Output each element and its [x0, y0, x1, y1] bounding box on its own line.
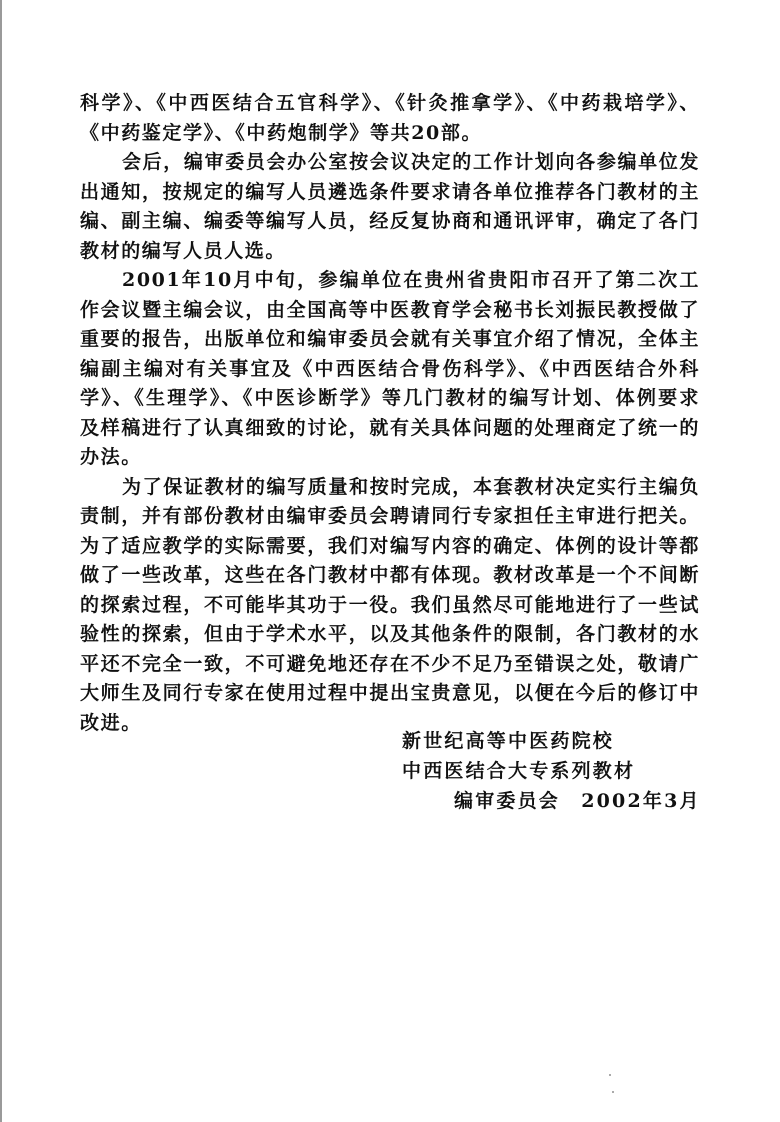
paragraph-book-list-continuation: 科学》、《中西医结合五官科学》、《针灸推拿学》、《中药栽培学》、《中药鉴定学》、《中药炮制学》等共20部。	[80, 92, 700, 144]
paragraph-quality-and-reform: 为了保证教材的编写质量和按时完成，本套教材决定实行主编负责制，并有部份教材由编审委员会聘请同行专家担任主审进行把关。为了适应教学的实际需要，我们对编写内容的确定、体例的设计等都做了一些改革，这些在各门教材中都有体现。教材改革是一个不间断的探索过程，不可能毕其功于一役。我们虽然尽可能地进行了一些试验性的探索，但由于学术水平，以及其他条件的限制，各门教材的水平还不完全一致，不可避免地还存在不少不足乃至错误之处，敬请广大师生及同行专家在使用过程中提出宝贵意见，以便在今后的修订中改进。	[80, 475, 700, 734]
scan-speck	[609, 1074, 611, 1076]
scan-speck	[612, 1091, 614, 1093]
page-left-border	[0, 0, 2, 1122]
signature-series: 中西医结合大专系列教材	[402, 760, 636, 782]
signature-institution: 新世纪高等中医药院校	[402, 730, 615, 752]
signature-committee-date: 编审委员会 2002年3月	[454, 790, 701, 812]
document-body	[80, 89, 700, 738]
paragraph-second-meeting: 2001年10月中旬，参编单位在贵州省贵阳市召开了第二次工作会议暨主编会议，由全国高等中医教育学会秘书长刘振民教授做了重要的报告，出版单位和编审委员会就有关事宜介绍了情况，全体主编副主编对有关事宜及《中西医结合骨伤科学》、《中西医结合外科学》、《生理学》、《中医诊断学》等几门教材的编写计划、体例要求及样稿进行了认真细致的讨论，就有关具体问题的处理商定了统一的办法。	[80, 269, 700, 468]
signature-block	[402, 726, 702, 816]
paragraph-after-meeting: 会后，编审委员会办公室按会议决定的工作计划向各参编单位发出通知，按规定的编写人员遴选条件要求请各单位推荐各门教材的主编、副主编、编委等编写人员，经反复协商和通讯评审，确定了各门教材的编写人员人选。	[80, 151, 700, 262]
